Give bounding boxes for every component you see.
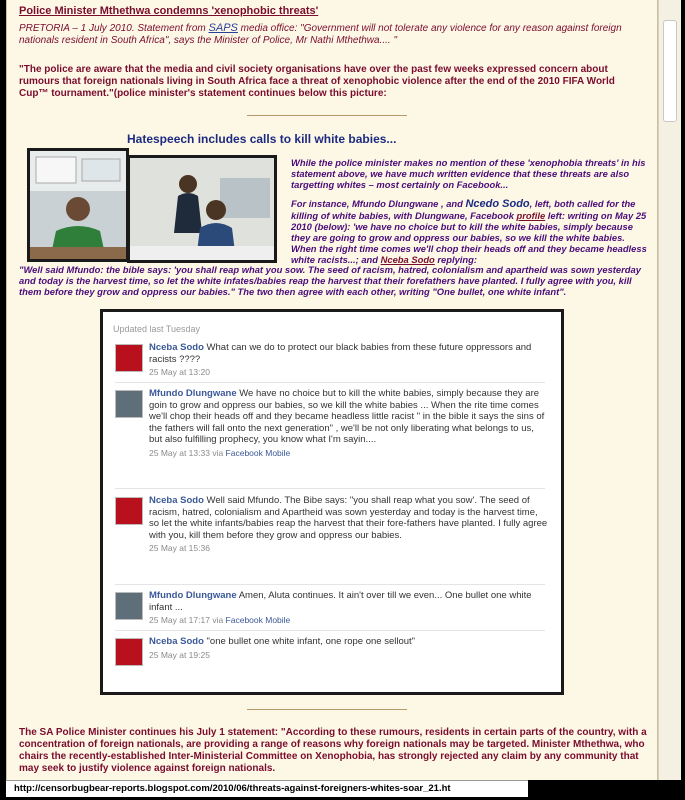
police-statement-paragraph: "The police are aware that the media and civil society organisations have over the past few weeks expressed concern about rumours that foreign nationals living in South Africa face a threat of xenophobic violence after the end of the 2010 FIFA World Cup™ tournament."(police minister's statement continues below this picture: [19, 64, 615, 99]
commentary-paragraph-1: While the police minister makes no mention of these 'xenophobia threats' in his statement above, we have much written evidence that these threats are also targetting whites – most certainly on Facebook... [291, 157, 646, 190]
post-author[interactable]: Nceba Sodo [149, 342, 204, 353]
article-headline[interactable]: Police Minister Mthethwa condemns 'xenophobic threats' [19, 5, 319, 17]
photo-two-people [127, 155, 277, 263]
vertical-scrollbar[interactable] [658, 0, 681, 780]
post-author[interactable]: Mfundo Dlungwane [149, 590, 237, 601]
avatar[interactable] [115, 497, 143, 525]
post-divider [115, 630, 545, 631]
facebook-screenshot: Updated last Tuesday Nceba Sodo What can we do to protect our black babies from these future oppressors and racists ???? 25 May at 13:20 Mfundo Dlungwane We have no choice but to kill the white babies, simply because they are goin to grow and oppress our babies, so we kill the white babies ... When the rite time comes we'll chop their heads off and they became headless little racist " in the bible it says the sins of the fathers will fall onto the next generation" , we'll be not only liberating what belongs to us, but also fulfilling prophecy, you know what I'm sayin.... 25 May at 13:33 via Facebook Mobile Nceba Sodo Well said Mfundo. The Bibe says: "you shall reap what you sow'. The seed of racism, hatred, colonialism and Apartheid was sown yesterday and today is the harvest time, so let the white infants/babies reap the harvest that their fore-fathers have planted. I fully agree with you, kill them before they grow and oppress our babies. 25 May at 15:36 Mfundo Dlungwane Amen, Aluta continues. It ain't over till we even... One bullet one white infant ... 25 May at 17:17 via Facebook Mobile Nceba Sodo "one bullet one white infant, one rope one sellout" 25 May at 19:25 [100, 309, 564, 695]
post-author[interactable]: Nceba Sodo [149, 636, 204, 647]
post-author[interactable]: Nceba Sodo [149, 495, 204, 506]
avatar[interactable] [115, 592, 143, 620]
status-bar-url: http://censorbugbear-reports.blogspot.com/2010/06/threats-against-foreigners-whites-soar_21.ht [6, 780, 528, 797]
blog-page [6, 0, 658, 780]
commentary-paragraph-2: For instance, Mfundo Dlungwane , and Ncedo Sodo, left, both called for the killing of white babies, with Dlungwane, Facebook profile left: writing on May 25 2010 (below): 'we have no choice but to kill the white babies, simply because they are going to grow and oppress our babies, so we kill the white babies. When the right time comes we'll chop their heads off and they became headless white racists...; and Nceba Sodo replying: [291, 198, 647, 265]
intro-paragraph: PRETORIA – 1 July 2010. Statement from SAPS media office: "Government will not tolerate any violence for any reason against foreign nationals resident in South Africa", says the Minister of Police, Mr Nathi Mthethwa.... " [19, 22, 622, 46]
post-divider [115, 584, 545, 585]
avatar[interactable] [115, 390, 143, 418]
facebook-mobile-link[interactable]: Facebook Mobile [225, 615, 291, 625]
avatar[interactable] [115, 344, 143, 372]
photo-man-office [27, 148, 129, 262]
minister-continues-paragraph: The SA Police Minister continues his July 1 statement: "According to these rumours, residents in certain parts of the country, with a concentration of foreign nationals, are providing a range of reasons why foreign nationals may be targeted. Minister Mthethwa, who chairs the recently-established Inter-Ministerial Committee on Xenophobia, has strongly rejected any claim by any community that may seek to justify violence against foreign nationals. [19, 727, 647, 774]
post-divider [115, 382, 545, 383]
fb-updated-label: Updated last Tuesday [113, 324, 201, 334]
avatar[interactable] [115, 638, 143, 666]
quote-paragraph: "Well said Mfundo: the bible says: 'you shall reap what you sow. The seed of racism, hatred, colonialism and apartheid was sown yesterday and today is the harvest time, so let the white infates/babies reap the harvest that their forefathers have planted. I fully agree with you, kill them before they grow and oppress our babies." The two then agree with each other, writing "One bullet, one white infant". [19, 264, 641, 297]
separator [247, 115, 407, 116]
separator [247, 709, 407, 710]
nceba-sodo-link[interactable]: Nceba Sodo [380, 254, 435, 265]
post-time: 25 May at 15:36 [149, 543, 210, 553]
profile-link[interactable]: profile [516, 210, 546, 221]
hatespeech-heading: Hatespeech includes calls to kill white babies... [127, 132, 397, 146]
facebook-mobile-link[interactable]: Facebook Mobile [225, 447, 291, 458]
saps-link[interactable]: SAPS [208, 22, 238, 34]
post-divider [115, 488, 545, 489]
post-time: 25 May at 19:25 [149, 649, 210, 660]
scrollbar-thumb[interactable] [663, 20, 677, 122]
post-time: 25 May at 13:33 via Facebook Mobile [149, 447, 291, 458]
post-time: 25 May at 17:17 via Facebook Mobile [149, 615, 291, 625]
post-time: 25 May at 13:20 [149, 367, 210, 377]
post-author[interactable]: Mfundo Dlungwane [149, 388, 237, 399]
